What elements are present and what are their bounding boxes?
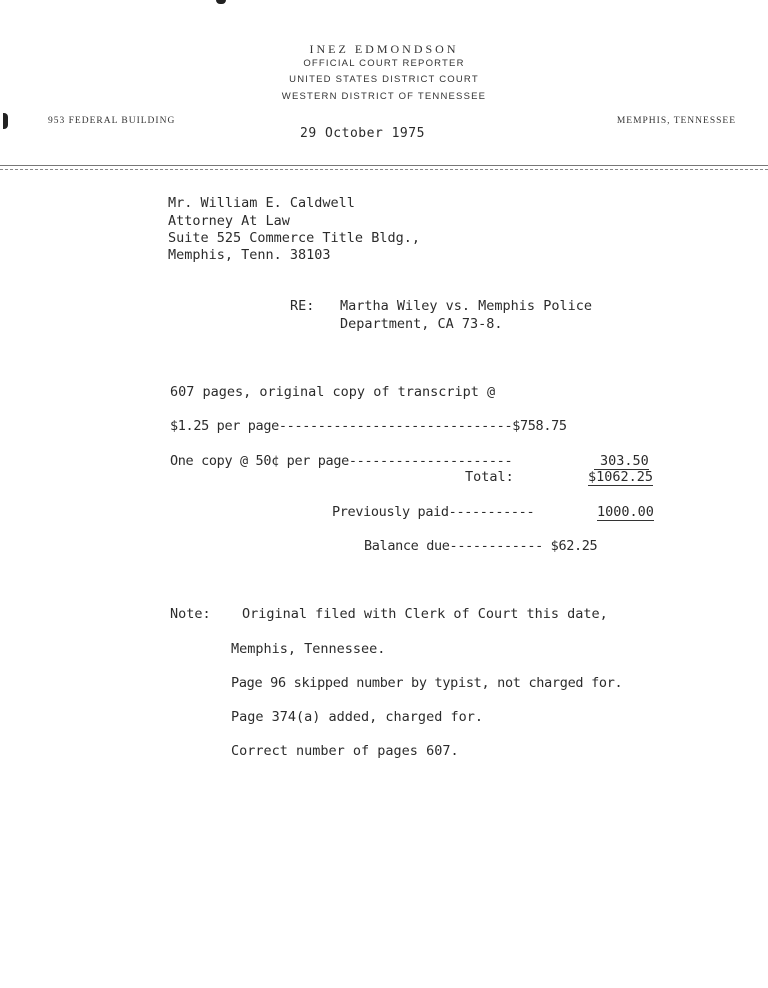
billing-line-1: 607 pages, original copy of transcript @ [170, 384, 496, 400]
note-line-4: Page 374(a) added, charged for. [231, 709, 483, 725]
letterhead-address-right: MEMPHIS, TENNESSEE [616, 116, 736, 126]
letter-date: 29 October 1975 [300, 126, 425, 141]
total-label: Total: [465, 469, 514, 485]
recipient-line-4: Memphis, Tenn. 38103 [168, 247, 331, 263]
recipient-line-3: Suite 525 Commerce Title Bldg., [168, 230, 420, 246]
letterhead-court: UNITED STATES DISTRICT COURT [289, 74, 479, 85]
recipient-line-1: Mr. William E. Caldwell [168, 195, 355, 211]
note-line-2: Memphis, Tennessee. [231, 641, 386, 657]
note-line-5: Correct number of pages 607. [231, 743, 459, 759]
note-label: Note: [170, 606, 211, 622]
punch-mark-top [216, 0, 226, 4]
re-label: RE: [290, 298, 315, 314]
billing-copy-line: One copy @ 50¢ per page--------------------- [170, 453, 513, 469]
total-amount: $1062.25 [588, 469, 654, 485]
header-rule-bottom [0, 169, 768, 170]
letterhead-district: WESTERN DISTRICT OF TENNESSEE [281, 91, 487, 102]
billing-line-2: $1.25 per page------------------------------$758.75 [170, 418, 567, 434]
note-line-3: Page 96 skipped number by typist, not charged for. [231, 675, 623, 691]
balance-due: Balance due------------ $62.25 [364, 538, 598, 554]
re-line-1: Martha Wiley vs. Memphis Police [340, 298, 592, 314]
recipient-line-2: Attorney At Law [168, 213, 290, 229]
re-line-2: Department, CA 73-8. [340, 316, 503, 332]
letterhead-title: OFFICIAL COURT REPORTER [303, 58, 465, 69]
punch-mark-left [3, 113, 8, 129]
header-rule-top [0, 165, 768, 166]
letterhead-address-left: 953 FEDERAL BUILDING [48, 116, 176, 126]
note-line-1: Original filed with Clerk of Court this date, [242, 606, 608, 622]
letterhead-name: INEZ EDMONDSON [309, 42, 459, 56]
previously-paid-amount: 1000.00 [597, 504, 654, 520]
billing-copy-amount: 303.50 [594, 453, 649, 470]
previously-paid-label: Previously paid----------- [332, 504, 535, 520]
